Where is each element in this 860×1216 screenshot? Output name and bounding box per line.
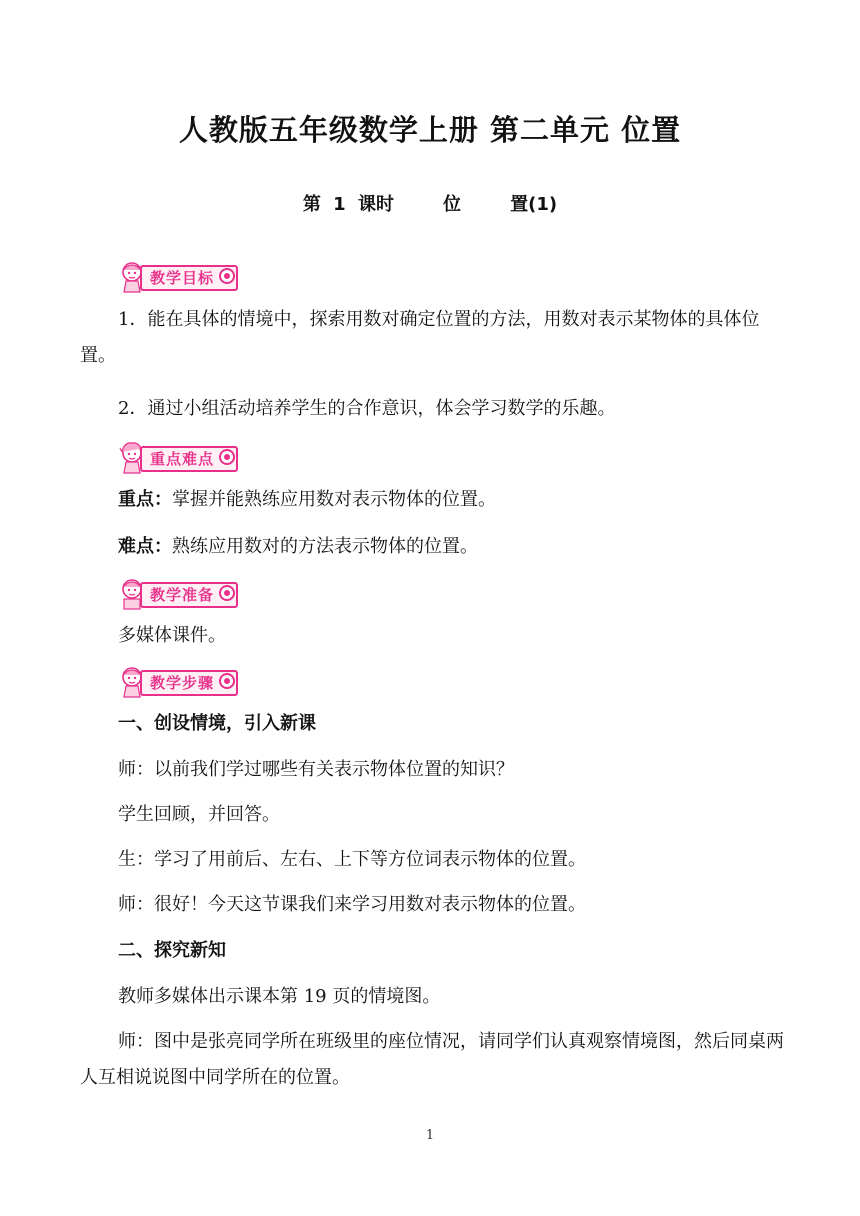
difficult-point-label: 难点： bbox=[118, 536, 172, 557]
step-line-4: 师：很好！今天这节课我们来学习用数对表示物体的位置。 bbox=[118, 894, 586, 915]
target-icon bbox=[219, 673, 235, 689]
difficult-point-text: 熟练应用数对的方法表示物体的位置。 bbox=[172, 536, 478, 557]
step-line-3: 生：学习了用前后、左右、上下等方位词表示物体的位置。 bbox=[118, 849, 586, 870]
step-heading-1: 一、创设情境，引入新课 bbox=[118, 713, 316, 734]
key-point-text: 掌握并能熟练应用数对表示物体的位置。 bbox=[172, 489, 496, 510]
section-title-objectives: 教学目标 bbox=[150, 269, 215, 287]
step-line-6: 师：图中是张亮同学所在班级里的座位情况，请同学们认真观察情境图，然后同桌两人互相说说图中同学所在的位置。 bbox=[80, 1031, 784, 1088]
lesson-subtitle: 第 1 课时 位 置(1) bbox=[302, 194, 558, 215]
objective-item-2: 2．通过小组活动培养学生的合作意识，体会学习数学的乐趣。 bbox=[118, 398, 616, 419]
step-line-5: 教师多媒体出示课本第 19 页的情境图。 bbox=[118, 986, 441, 1007]
key-point bbox=[118, 482, 496, 518]
section-badge-preparation bbox=[118, 576, 242, 610]
section-title-keypoints: 重点难点 bbox=[150, 450, 215, 468]
step-line-1: 师：以前我们学过哪些有关表示物体位置的知识？ bbox=[118, 759, 514, 780]
section-badge-objectives bbox=[118, 259, 242, 293]
section-badge-keypoints bbox=[118, 440, 242, 474]
document-title: 人教版五年级数学上册 第二单元 位置 bbox=[178, 113, 682, 147]
step-heading-2: 二、探究新知 bbox=[118, 940, 226, 961]
objective-item-1: 1．能在具体的情境中，探索用数对确定位置的方法，用数对表示某物体的具体位置。 bbox=[80, 309, 760, 366]
section-badge-steps bbox=[118, 664, 242, 698]
section-title-preparation: 教学准备 bbox=[150, 586, 215, 604]
target-icon bbox=[219, 268, 235, 284]
step-line-2: 学生回顾，并回答。 bbox=[118, 804, 280, 825]
target-icon bbox=[219, 585, 235, 601]
difficult-point bbox=[118, 529, 478, 565]
page-number: 1 bbox=[425, 1128, 435, 1143]
section-title-steps: 教学步骤 bbox=[150, 674, 215, 692]
preparation-text: 多媒体课件。 bbox=[118, 625, 226, 646]
target-icon bbox=[219, 449, 235, 465]
key-point-label: 重点： bbox=[118, 489, 172, 510]
